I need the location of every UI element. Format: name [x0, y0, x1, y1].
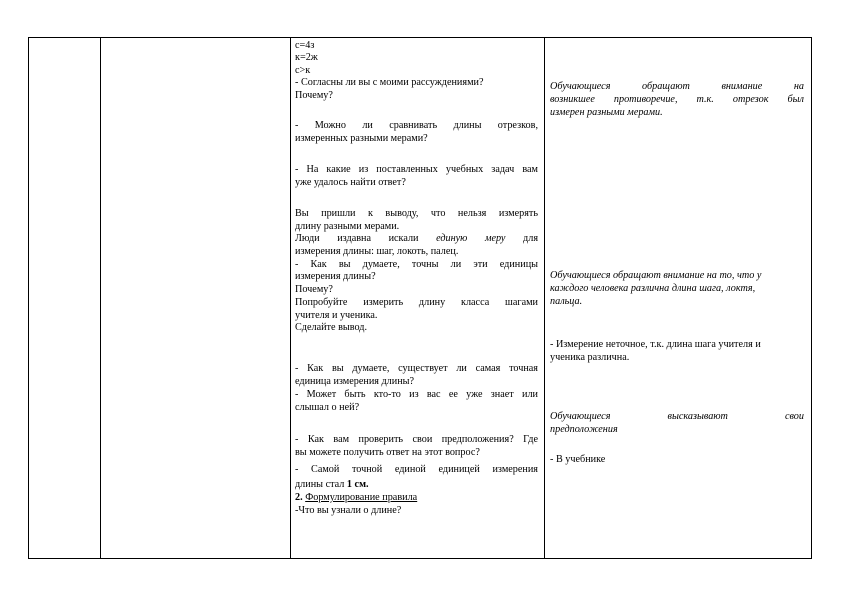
table-row [29, 38, 812, 559]
right-line: Обучающиеся обращают внимание на [550, 81, 804, 92]
right-line: измерен разными мерами. [550, 107, 663, 118]
right-line: - В учебнике [550, 454, 606, 465]
lesson-table [28, 37, 812, 559]
middle-line: учителя и ученика. [295, 310, 378, 321]
right-line: Обучающиеся высказывают свои [550, 411, 804, 422]
middle-text: Люди издавна искали [295, 233, 437, 244]
middle-line: Почему? [295, 90, 333, 101]
middle-line: Попробуйте измерить длину класса шагами [295, 297, 538, 308]
unified-measure-text: единую меру [436, 233, 506, 244]
middle-text: длины стал [295, 479, 347, 490]
middle-line: - Как вам проверить свои предположения? Где [295, 434, 538, 445]
section-number: 2. [295, 492, 306, 503]
middle-line: Почему? [295, 284, 333, 295]
middle-line: Сделайте вывод. [295, 322, 368, 333]
middle-line: единица измерения длины? [295, 376, 415, 387]
middle-line: - Как вы думаете, существует ли самая точная [295, 363, 538, 374]
right-line: предположения [550, 424, 618, 435]
section-title: Формулирование правила [305, 492, 418, 503]
middle-line: уже удалось найти ответ? [295, 177, 406, 188]
stage-cell [29, 38, 101, 559]
middle-text: для [505, 233, 539, 244]
middle-line: измеренных разными мерами? [295, 133, 428, 144]
right-line: ученика различна. [550, 352, 630, 363]
middle-line [295, 233, 538, 245]
student-activity-cell [545, 38, 812, 559]
right-line: каждого человека различна длина шага, локтя, [550, 283, 756, 294]
middle-line: к=2ж [295, 52, 318, 63]
middle-line: измерения длины: шаг, локоть, палец. [295, 246, 459, 257]
middle-line: вы можете получить ответ на этот вопрос? [295, 447, 480, 458]
middle-line [295, 479, 369, 491]
middle-line: - Может быть кто-то из вас ее уже знает или [295, 389, 538, 400]
middle-line: - Самой точной единой единицей измерения [295, 464, 538, 475]
middle-line: - Как вы думаете, точны ли эти единицы [295, 259, 538, 270]
middle-line: - Согласны ли вы с моими рассуждениями? [295, 77, 484, 88]
middle-line: длину разными мерами. [295, 221, 400, 232]
middle-line: с>к [295, 65, 311, 76]
middle-line: с=4з [295, 40, 315, 51]
middle-line: -Что вы узнали о длине? [295, 505, 402, 516]
right-line: - Измерение неточное, т.к. длина шага учителя и [550, 339, 761, 350]
middle-line: слышал о ней? [295, 402, 360, 413]
goal-cell [101, 38, 291, 559]
centimeter-text: 1 см. [346, 479, 369, 490]
middle-line: Вы пришли к выводу, что нельзя измерять [295, 208, 538, 219]
right-line: пальца. [550, 296, 583, 307]
teacher-activity-cell [291, 38, 545, 559]
right-line: Обучающиеся обращают внимание на то, что у [550, 270, 762, 281]
middle-line: - На какие из поставленных учебных задач вам [295, 164, 538, 175]
middle-line: измерения длины? [295, 271, 376, 282]
right-line: возникшее противоречие, т.к. отрезок был [550, 94, 804, 105]
section-heading [295, 492, 417, 504]
middle-line: - Можно ли сравнивать длины отрезков, [295, 120, 538, 131]
